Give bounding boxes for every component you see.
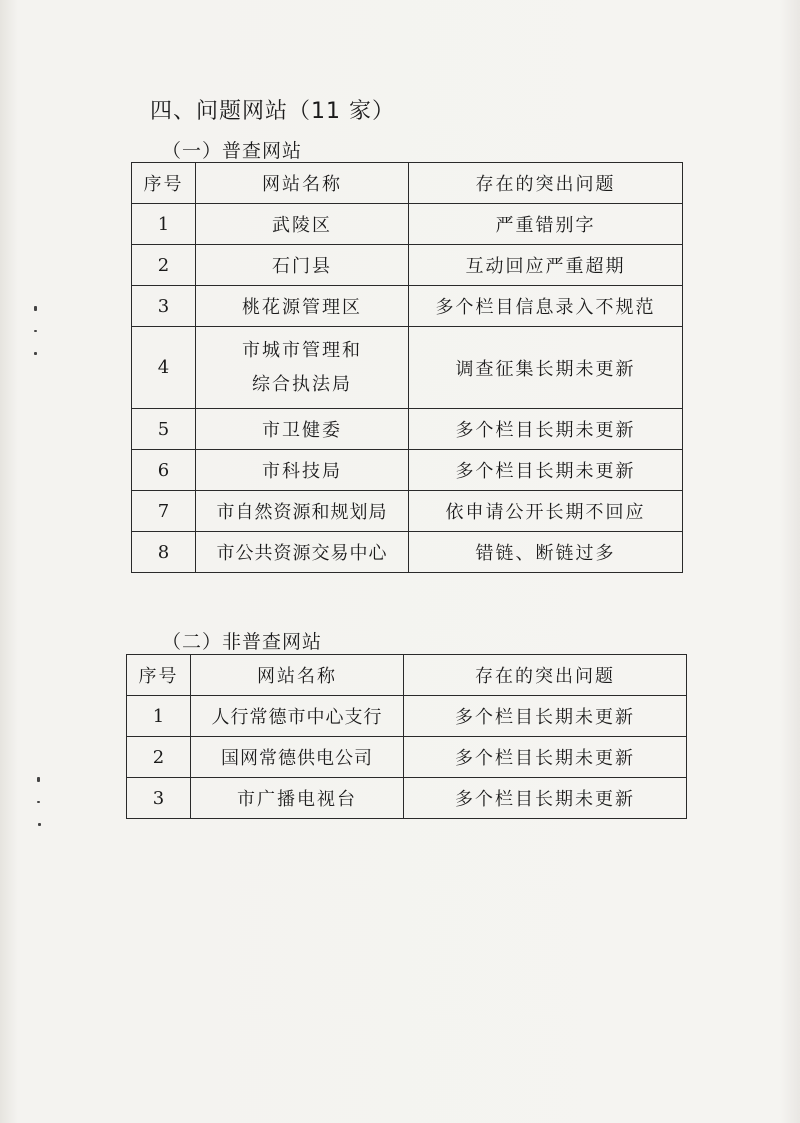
binding-mark [38,823,41,826]
binding-mark [34,306,37,311]
header-cell-name: 网站名称 [196,163,409,204]
issue-text: 多个栏目长期未更新 [409,409,683,450]
row-number: 2 [132,245,196,286]
issue-text: 严重错别字 [409,204,683,245]
row-number: 8 [132,532,196,573]
binding-mark [34,330,37,332]
header-cell-no: 序号 [132,163,196,204]
website-name: 市科技局 [196,450,409,491]
issue-text: 调查征集长期未更新 [409,327,683,409]
issue-text: 多个栏目长期未更新 [404,737,687,778]
header-cell-issue: 存在的突出问题 [409,163,683,204]
table-row [132,409,683,450]
binding-mark [37,801,40,803]
table-row [127,696,687,737]
issue-text: 依申请公开长期不回应 [409,491,683,532]
issue-text: 多个栏目长期未更新 [404,696,687,737]
row-number: 2 [127,737,191,778]
row-number: 7 [132,491,196,532]
table-row [132,245,683,286]
header-cell-no: 序号 [127,655,191,696]
row-number: 4 [132,327,196,409]
website-name: 市卫健委 [196,409,409,450]
row-number: 3 [127,778,191,819]
website-name: 武陵区 [196,204,409,245]
website-name: 市广播电视台 [191,778,404,819]
row-number: 5 [132,409,196,450]
website-name: 桃花源管理区 [196,286,409,327]
non-census-websites-table [126,654,687,819]
issue-text: 互动回应严重超期 [409,245,683,286]
table-row [132,491,683,532]
header-cell-name: 网站名称 [191,655,404,696]
website-name: 人行常德市中心支行 [191,696,404,737]
issue-text: 多个栏目信息录入不规范 [409,286,683,327]
header-cell-issue: 存在的突出问题 [404,655,687,696]
subsection-title-census: （一）普查网站 [162,140,303,162]
issue-text: 多个栏目长期未更新 [404,778,687,819]
website-name-line1: 市城市管理和 [242,339,362,361]
table-row [132,286,683,327]
issue-text: 错链、断链过多 [409,532,683,573]
table-row [132,327,683,409]
table-row [127,778,687,819]
row-number: 3 [132,286,196,327]
website-name: 石门县 [196,245,409,286]
table-row [127,737,687,778]
row-number: 6 [132,450,196,491]
binding-mark [34,352,37,355]
table-row [132,450,683,491]
table-header-row [127,655,687,696]
website-name: 国网常德供电公司 [191,737,404,778]
section-heading: 四、问题网站（11 家） [150,99,395,124]
website-name [196,327,409,409]
website-name-line2: 综合执法局 [252,373,352,395]
binding-mark [37,777,40,782]
subsection-title-non-census: （二）非普查网站 [162,631,323,653]
table-header-row [132,163,683,204]
row-number: 1 [132,204,196,245]
website-name: 市公共资源交易中心 [196,532,409,573]
table-row [132,532,683,573]
table-row [132,204,683,245]
website-name: 市自然资源和规划局 [196,491,409,532]
issue-text: 多个栏目长期未更新 [409,450,683,491]
census-websites-table [131,162,683,573]
row-number: 1 [127,696,191,737]
